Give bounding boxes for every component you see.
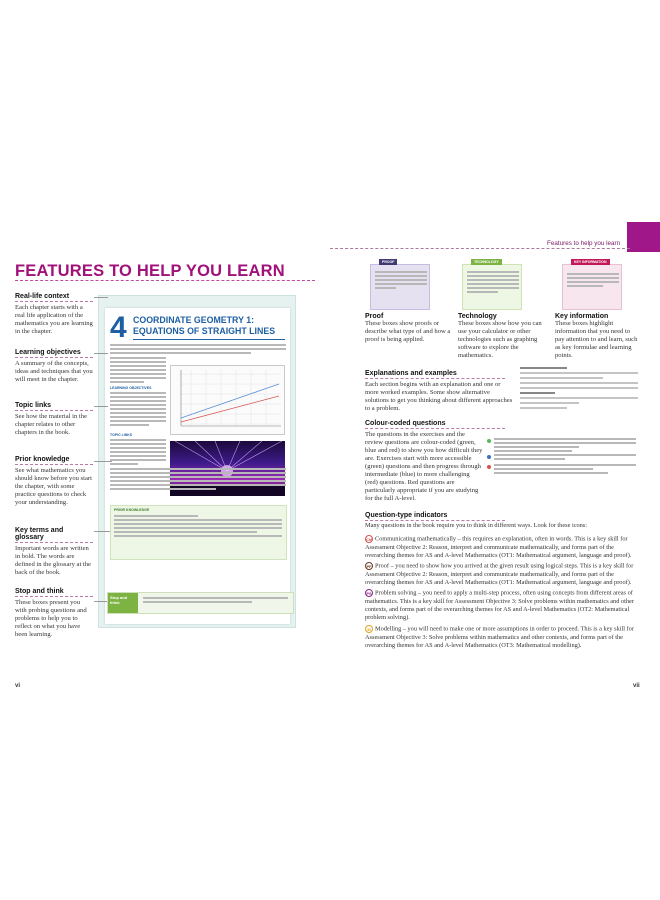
section-learning-objectives: [15, 349, 93, 384]
indicator-text: Proof – you need to show how you arrived at the given result using logical steps. This is a key skill for Assessment Objective 2: Reason, interpret and communicate mathematically, and forms part of the overarching themes for AS and A-level Mathematics (OT1: Mathematical argument, language and proof).: [365, 562, 634, 587]
page-title: FEATURES TO HELP YOU LEARN: [15, 262, 285, 280]
section-text: See what mathematics you should know before you start the chapter, with some practice questions to check your understanding.: [15, 467, 92, 506]
colour-coded-heading: Colour-coded questions: [365, 420, 505, 429]
section-heading: Stop and think: [15, 588, 93, 597]
blue-question-marker: [487, 455, 491, 459]
key-information-box: [562, 260, 622, 310]
proof-box: [370, 260, 430, 310]
key-information-column: [555, 313, 641, 360]
prior-knowledge-label: PRIOR KNOWLEDGE: [114, 508, 150, 512]
header-divider: [330, 248, 630, 249]
topic-links-label: TOPIC LINKS: [110, 433, 133, 437]
modelling-icon: M: [365, 625, 373, 633]
topic-links-placeholder: [110, 439, 166, 467]
section-text: See how the material in the chapter relates to other chapters in the book.: [15, 413, 87, 436]
red-question-marker: [487, 465, 491, 469]
explanations-text: Each section begins with an explanation and one or more worked examples. Some show alternative solutions to get you thinking about different approaches to a problem.: [365, 381, 513, 412]
stop-and-think-label: Stop and think: [108, 593, 138, 613]
title-divider: [15, 280, 315, 281]
colour-coded-text: The questions in the exercises and the review questions are colour-coded (green, blue and red) to show you how difficult they are. Exercises start with more accessible (green) questions and then progress through intermediate (blue) to more challenging (red) questions. Red questions are particularly appropriate if you are studying for the full A-level.: [365, 431, 483, 502]
technology-tag: TECHNOLOGY: [471, 259, 502, 265]
key-information-text: These boxes highlight information that you need to pay attention to and learn, such as key formulae and learning points.: [555, 320, 638, 359]
proof-icon: PF: [366, 564, 372, 569]
indicator-text: Modelling – you will need to make one or more assumptions in order to proceed. This is a key skill for Assessment Objective 3: Solve problems within mathematics and other contexts, and forms part of the overarching themes for AS and A-level Mathematics (OT3: Mathematical modelling).: [365, 625, 634, 650]
leader-line: [94, 406, 108, 407]
technology-text: These boxes show how you can use your calculator or other technologies such as graphing software to explore the mathematics.: [458, 320, 542, 359]
proof-heading: Proof: [365, 313, 384, 320]
section-heading: Key terms and glossary: [15, 527, 93, 543]
communicating-icon: CM: [366, 537, 373, 542]
prior-knowledge-intro-placeholder: [110, 468, 286, 492]
proof-text: These boxes show proofs or describe what type of and how a proof is being applied.: [365, 320, 451, 343]
technology-column: [458, 313, 548, 360]
section-heading: Learning objectives: [15, 349, 93, 358]
learning-objectives-label: LEARNING OBJECTIVES: [110, 386, 152, 390]
chapter-tab: [627, 222, 660, 252]
section-real-life-context: [15, 293, 93, 336]
learning-objectives-placeholder: [110, 392, 166, 428]
prior-knowledge-placeholder: [114, 515, 282, 539]
exercise-thumbnail: [487, 437, 637, 509]
indicator-modelling: [365, 625, 637, 650]
indicators-heading: Question-type indicators: [365, 512, 505, 521]
indicator-communicating: [365, 535, 637, 560]
leader-line: [94, 601, 108, 602]
green-question-marker: [487, 439, 491, 443]
key-information-tag: KEY INFORMATION: [571, 259, 610, 265]
proof-column: [365, 313, 451, 344]
example-thumbnail: [520, 367, 638, 422]
section-prior-knowledge: [15, 456, 93, 507]
indicator-text: Communicating mathematically – this requires an explanation, often in words. This is a key skill for Assessment Objective 2: Reason, interpret and communicate mathematically, and forms part of the overarching themes for AS and A-level Mathematics (OT1: Mathematical argument, language and proof).: [365, 535, 632, 560]
indicators-intro: Many questions in the book require you to think in different ways. Look for these icons:: [365, 522, 587, 529]
section-heading: Real-life context: [15, 293, 93, 302]
section-text: Each chapter starts with a real life application of the mathematics you are learning in the chapter.: [15, 304, 93, 335]
section-text: These boxes present you with probing questions and problems to help you to reflect on what you have been learning.: [15, 599, 87, 638]
section-text: Important words are written in bold. The words are defined in the glossary at the back of the book.: [15, 545, 91, 576]
section-heading: Topic links: [15, 402, 93, 411]
section-topic-links: [15, 402, 93, 437]
running-header: Features to help you learn: [547, 240, 621, 247]
indicator-problem-solving: [365, 589, 637, 623]
chapter-number: 4: [110, 311, 127, 344]
leader-line: [94, 297, 108, 298]
page-number-right: vii: [633, 683, 640, 689]
technology-box: [462, 260, 522, 310]
chapter-title-rule: [133, 339, 285, 340]
problem-solving-icon: PS: [366, 591, 372, 596]
key-information-heading: Key information: [555, 313, 609, 320]
section-key-terms: [15, 527, 93, 577]
page-number-left: vi: [15, 683, 21, 689]
section-stop-and-think: [15, 588, 93, 639]
intro-col-placeholder: [110, 357, 166, 385]
intro-text-placeholder: [110, 344, 286, 356]
graph-svg: [171, 366, 284, 434]
leader-line: [94, 353, 108, 354]
sample-graph: [170, 365, 285, 435]
stop-and-think-placeholder: [143, 597, 288, 605]
section-text: A summary of the concepts, ideas and techniques that you will meet in the chapter.: [15, 360, 93, 383]
chapter-title: COORDINATE GEOMETRY 1: EQUATIONS OF STRAIGHT LINES: [133, 315, 276, 336]
proof-tag: PROOF: [379, 259, 397, 265]
explanations-heading: Explanations and examples: [365, 370, 505, 379]
technology-heading: Technology: [458, 313, 497, 320]
indicator-proof: [365, 562, 637, 587]
indicator-text: Problem solving – you need to apply a multi-step process, often using concepts from different areas of mathematics. This is a key skill for Assessment Objective 3: Solve problems within mathematics and other contexts, and forms part of the overarching themes for AS and A-level Mathematics (OT2: Mathematical problem solving).: [365, 589, 634, 622]
section-heading: Prior knowledge: [15, 456, 93, 465]
